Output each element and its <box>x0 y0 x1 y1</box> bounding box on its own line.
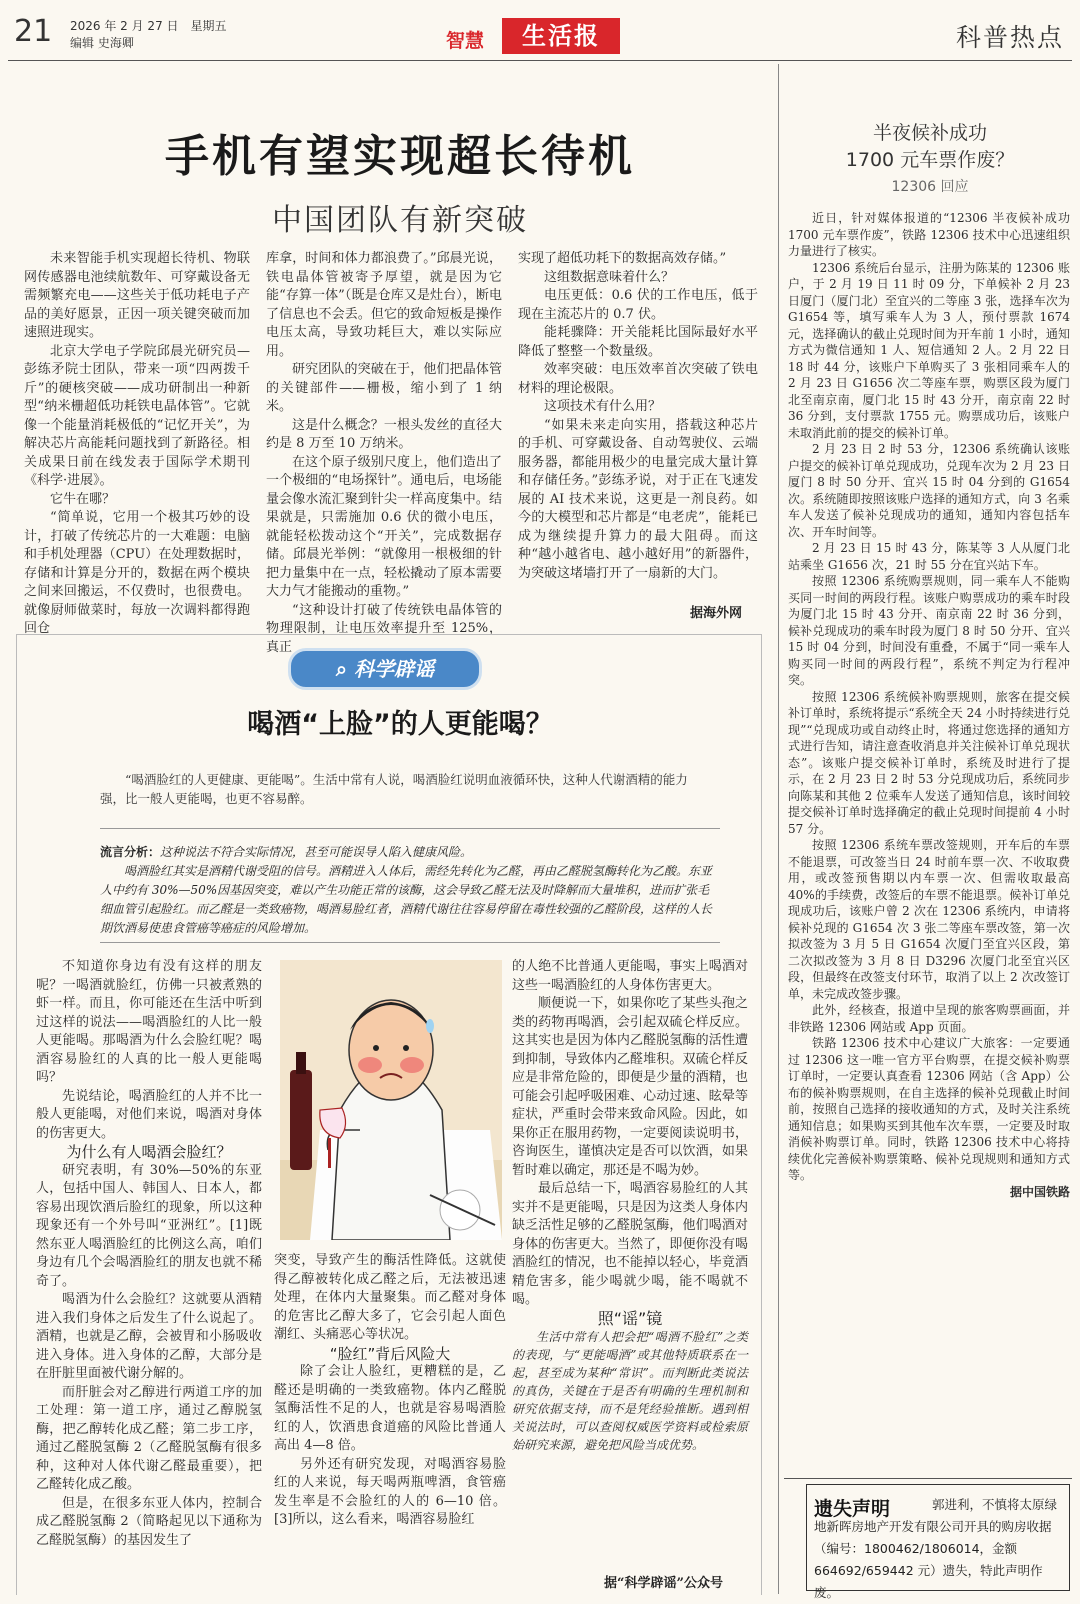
article1-source: 据海外网 <box>690 606 743 621</box>
paragraph: 而肝脏会对乙醇进行两道工序的加工处理：第一道工序，通过乙醇脱氢酶，把乙醇转化成乙醛；第二步工序，通过乙醛脱氢酶 2（乙醛脱氢酶有很多种，这种对人体代谢乙醛最重要），把乙醛转化成乙酸。 <box>36 1384 262 1492</box>
date-line <box>70 18 227 52</box>
analysis-body: 喝酒脸红其实是酒精代谢受阻的信号。酒精进入人体后，需经先转化为乙醛，再由乙醛脱氢酶转化为乙酸。东亚人中约有 30%—50%因基因突变，难以产生功能正常的该酶，这会导致乙醛无法及时降解而大量堆积，进而扩张毛细血管引起脸红。而乙醛是一类致癌物，喝酒易脸红者，酒精代谢往往容易停留在毒性较强的乙醛阶段，这样的人长期饮酒易使患食管癌等癌症的风险增加。 <box>100 864 713 935</box>
notice-title: 遗失声明 <box>814 1498 891 1520</box>
logo-prefix: 智慧 <box>446 30 485 52</box>
science-rumor-banner <box>288 648 482 690</box>
paragraph: 此外，经核查，报道中呈现的旅客购票画面，并非铁路 12306 网站或 App 页面。 <box>788 1003 1070 1034</box>
section-title: 科普热点 <box>955 23 1064 52</box>
paragraph: 除了会让人脸红，更糟糕的是，乙醛还是明确的一类致癌物。体内乙醛脱氢酶活性不足的人，也就是容易喝酒脸红的人，饮酒患食道癌的风险比普通人高出 4—8 倍。 <box>274 1364 506 1453</box>
paragraph: 按照 12306 系统购票规则，同一乘车人不能购买同一时间的两段行程。该账户购票成功的乘车时段为厦门北 15 时 43 分开、南京南 22 时 36 分到，候补兑现成功的乘车时段为厦门 8 时 50 分开、宜兴 15 时 04 分到，时间没有重叠，不属于“同一乘车人购买同一时间的两段行程”，系统不判定为行程冲突。 <box>788 574 1070 687</box>
section-subhead: 为什么有人喝酒会脸红？ <box>66 1143 232 1161</box>
paragraph: 2 月 23 日 2 时 53 分，12306 系统确认该账户提交的候补订单兑现成功，兑现车次为 2 月 23 日厦门 8 时 50 分开、宜兴 15 时 04 分到的 G1654 次。系统随即按照该账户选择的通知方式，向 3 名乘车人发送了候补兑现成功的通知，通知内容包括车次、开车时间等。 <box>788 442 1070 539</box>
paragraph: 研究表明，有 30%—50%的东亚人，包括中国人、韩国人、日本人，都容易出现饮酒后脸红的现象，所以这种现象还有一个外号叫“亚洲红”。[1]既然东亚人喝酒脸红的比例这么高，咱们身边有几个会喝酒脸红的朋友也就不稀奇了。 <box>36 1162 262 1289</box>
paragraph: 效率突破：电压效率首次突破了铁电材料的理论极限。 <box>518 362 758 396</box>
paragraph: “如果未来走向实用，搭载这种芯片的手机、可穿戴设备、自动驾驶仪、云端服务器，都能用极少的电量完成大量计算和存储任务。”彭练矛说，对于正在飞速发展的 AI 技术来说，这更是一剂良药。如今的大模型和芯片都是“电老虎”，能耗已成为继续提升算力的最大阻碍。而这种“越小越省电、越小越好用”的新器件，为突破这堵墙打开了一扇新的大门。 <box>518 417 758 581</box>
article2-source: 据“科学辟谣”公众号 <box>604 1576 723 1591</box>
paragraph: 的人绝不比普通人更能喝，事实上喝酒对这些一喝酒脸红的人身体伤害更大。 <box>512 959 748 993</box>
paragraph: 不知道你身边有没有这样的朋友呢？一喝酒就脸红，仿佛一只被煮熟的虾一样。而且，你可能还在生活中听到过这样的说法——喝酒脸红的人比一般人更能喝。那喝酒为什么会脸红呢？喝酒容易脸红的人真的比一般人更能喝吗？ <box>36 959 262 1085</box>
paragraph: 这项技术有什么用？ <box>544 399 662 414</box>
editor-credit: 编辑 史海卿 <box>70 36 134 50</box>
section-subhead: “脸红”背后风险大 <box>329 1344 451 1363</box>
paragraph: 喝酒为什么会脸红？这就要从酒精进入我们身体之后发生了什么说起了。酒精，也就是乙醇，会被胃和小肠吸收进入身体。进入身体的乙醇，大部分是在肝脏里面被代谢分解的。 <box>36 1292 262 1381</box>
article3-title2: 1700 元车票作废？ <box>845 149 1015 171</box>
drinking-man-illustration <box>280 960 502 1240</box>
analysis-rule-bottom <box>100 942 720 943</box>
article3-body <box>788 210 1070 1200</box>
paragraph: 12306 系统后台显示，注册为陈某的 12306 账户，于 2 月 19 日 11 时 09 分，下单候补 2 月 23 日厦门（厦门北）至宜兴的二等座 3 张，选择车次为 G1654 等，填写乘车人为 3 人，预付票款 1674 元，选择确认的截止兑现时间为开车前 1 小时，通知方式为微信通知 1 人、短信通知 2 人。2 月 22 日 18 时 44 分，该账户下单购买了 3 张相同乘车人的 2 月 23 日 G1656 次二等座车票，购票区段为厦门北至南京南，厦门北 15 时 43 分开，南京南 22 时 36 分到，支付票款 1755 元。购票成功后，该账户未取消此前的提交的候补订单。 <box>788 260 1070 440</box>
article1-col2 <box>266 250 502 657</box>
paragraph: 电压更低：0.6 伏的工作电压，低于现在主流芯片的 0.7 伏。 <box>518 288 758 322</box>
article2-lead: “喝酒脸红的人更健康、更能喝”。生活中常有人说，喝酒脸红说明血液循环快，这种人代谢酒精的能力强，比一般人更能喝，也更不容易醉。 <box>100 772 688 806</box>
header-rule <box>8 60 1072 61</box>
paragraph: 先说结论，喝酒脸红的人并不比一般人更能喝，对他们来说，喝酒对身体的伤害更大。 <box>36 1088 262 1141</box>
paragraph: 最后总结一下，喝酒容易脸红的人其实并不是更能喝，只是因为这类人身体内缺乏活性足够的乙醛脱氢酶，他们喝酒对身体的伤害更大。当然了，即便你没有喝酒脸红的情况，也不能掉以轻心，毕竟酒精危害多，能少喝就少喝，能不喝就不喝。 <box>512 1181 748 1307</box>
paragraph: 突变，导致产生的酶活性降低。这就使得乙醇被转化成乙醛之后，无法被迅速处理，在体内大量聚集。而乙醛对身体的危害比乙醇大多了，它会引起人面色潮红、头痛恶心等状况。 <box>274 1253 506 1342</box>
paragraph: 在这个原子级别尺度上，他们造出了一个极细的“电场探针”。通电后，电场能量会像水流汇聚到针尖一样高度集中。结果就是，只需施加 0.6 伏的微小电压，就能轻松拨动这个“开关”，完成数据存储。邱晨光举例：“就像用一根极细的针把力量集中在一点，轻松撬动了原本需要大力气才能搬动的重物。” <box>266 454 502 599</box>
paragraph: 2 月 23 日 15 时 43 分，陈某等 3 人从厦门北站乘坐 G1656 次，21 时 55 分在宜兴站下车。 <box>788 541 1070 572</box>
article2-headline: 喝酒“上脸”的人更能喝？ <box>247 709 553 740</box>
notice-rule <box>784 1478 1072 1479</box>
paragraph: 这是什么概念？一根头发丝的直径大约是 8 万至 10 万纳米。 <box>266 417 502 451</box>
article2-col1 <box>36 958 262 1550</box>
illustration-svg <box>280 960 502 1240</box>
article1-subhead: 中国团队有新突破 <box>272 203 528 238</box>
paragraph: 但是，在很多东亚人体内，控制合成乙醛脱氢酶 2（简略起见以下通称为乙醛脱氢酶）的基因发生了 <box>36 1495 262 1548</box>
paragraph: 近日，针对媒体报道的“12306 半夜候补成功 1700 元车票作废”，铁路 12306 技术中心迅速组织力量进行了核实。 <box>788 211 1070 258</box>
mirror-title: 照“谣”镜 <box>597 1308 663 1328</box>
article1-headline: 手机有望实现超长待机 <box>165 131 635 182</box>
banner-label: 科学辟谣 <box>354 657 435 681</box>
newspaper-logo <box>446 18 636 54</box>
article1-col3 <box>518 250 758 583</box>
article3-title1: 半夜候补成功 <box>872 122 987 144</box>
analysis-first: 这种说法不符合实际情况，甚至可能误导人陷入健康风险。 <box>160 845 473 859</box>
article2-col3 <box>512 958 748 1454</box>
paragraph: “这种设计打破了传统铁电晶体管的物理限制，让电压效率提升至 125%，真正 <box>266 602 502 655</box>
paragraph: 能耗骤降：开关能耗比国际最好水平降低了整整一个数量级。 <box>518 325 758 359</box>
analysis-rule <box>100 828 720 829</box>
article2-col2 <box>274 1252 506 1530</box>
paragraph: 未来智能手机实现超长待机、物联网传感器电池续航数年、可穿戴设备无需频繁充电——这些关于低功耗电子产品的美好愿景，正因一项关键突破而加速照进现实。 <box>24 251 250 340</box>
paragraph: 另外还有研究发现，对喝酒容易脸红的人来说，每天喝两瓶啤酒，食管癌发生率是不会脸红的人的 6—10 倍。[3]所以，这么看来，喝酒容易脸红 <box>274 1456 506 1527</box>
paragraph: 按照 12306 系统候补购票规则，旅客在提交候补订单时，系统将提示“系统全天 24 小时持续进行兑现”“兑现成功或自动终止时，将通过您选择的通知方式进行告知，请注意查收消息并关注候补订单兑现状态”。该账户提交候补订单时，系统及时进行了提示，在 2 月 23 日 2 时 53 分兑现成功后，系统同步向陈某和其他 2 位乘车人发送了通知信息，该时间较提交候补订单时选择确定的截止兑现时间提前 4 小时 57 分。 <box>788 689 1070 836</box>
notice-text: 郭进利，不慎将太原绿地新晖房地产开发有限公司开具的购房收据（编号：1800462/1806014，金额 664692/659442 元）遗失，特此声明作废。 <box>814 1497 1058 1600</box>
paragraph: 顺便说一下，如果你吃了某些头孢之类的药物再喝酒，会引起双硫仑样反应。这其实也是因为体内乙醛脱氢酶的活性遭到抑制，导致体内乙醛堆积。双硫仑样反应是非常危险的，即便是少量的酒精，也可能会引起呼吸困难、心动过速、眩晕等症状，严重时会带来致命风险。因此，如果你正在服用药物，一定要阅读说明书，咨询医生，谨慎决定是否可以饮酒，如果暂时难以确定，那还是不喝为妙。 <box>512 996 748 1178</box>
paragraph: 实现了超低功耗下的数据高效存储。” <box>518 251 727 266</box>
paragraph: 研究团队的突破在于，他们把晶体管的关键部件——栅极，缩小到了 1 纳米。 <box>266 362 502 414</box>
paragraph: 库拿，时间和体力都浪费了。”邱晨光说，铁电晶体管被寄予厚望，就是因为它能“存算一体”（既是仓库又是灶台），断电了信息也不会丢。但它的致命短板是操作电压太高，导致功耗巨大，难以实际应用。 <box>266 251 502 359</box>
paragraph: 北京大学电子学院邱晨光研究员—彭练矛院士团队，带来一项“四两拨千斤”的硬核突破——成功研制出一种新型“纳米栅超低功耗铁电晶体管”。它就像一个能量消耗极低的“记忆开关”，为解决芯片高能耗问题找到了新路径。相关成果日前在线发表于国际学术期刊《科学·进展》。 <box>24 343 250 488</box>
mirror-text: 生活中常有人把会把“喝酒不脸红”之类的表现，与“更能喝酒”或其他特质联系在一起，甚至成为某种“常识”。而判断此类说法的真伪，关键在于是否有明确的生理机制和研究依据支持，而不是凭经验推断。遇到相关说法时，可以查阅权威医学资料或检索原始研究来源，避免把风险当成优势。 <box>512 1330 748 1452</box>
page-number: 21 <box>14 14 53 49</box>
analysis-label: 流言分析： <box>100 845 161 859</box>
article3-title3: 12306 回应 <box>891 179 969 195</box>
paragraph: 它牛在哪？ <box>50 491 116 507</box>
search-icon: ⌕ <box>335 657 355 681</box>
column-divider <box>778 64 779 1594</box>
paragraph: 铁路 12306 技术中心建议广大旅客：一定要通过 12306 这一唯一官方平台购票，在提交候补购票订单时，一定要认真查看 12306 网站（含 App）公布的候补购票规则，在自主选择的候补兑现截止时间前，按照自己选择的接收通知的方式，及时关注系统通知信息；如果购买到其他车次车票，一定要及时取消候补购票订单。同时，铁路 12306 技术中心将持续优化完善候补购票策略、候补兑现规则和通知方式等。 <box>788 1036 1070 1182</box>
article3-source: 据中国铁路 <box>1009 1184 1070 1199</box>
issue-date: 2026 年 2 月 27 日 星期五 <box>70 19 227 33</box>
paragraph: “简单说，它用一个极其巧妙的设计，打破了传统芯片的一大难题：电脑和手机处理器（CPU）在处理数据时，存储和计算是分开的，数据在两个模块之间来回搬运，不仅费时，也很费电。就像厨师做菜时，每放一次调料都得跑回仓 <box>24 510 250 636</box>
article3-heading <box>790 120 1070 201</box>
logo-name: 生活报 <box>502 18 620 54</box>
paragraph: 这组数据意味着什么？ <box>544 269 675 285</box>
article1-col1 <box>24 250 250 639</box>
rumor-analysis <box>100 843 720 938</box>
paragraph: 按照 12306 系统车票改签规则，开车后的车票不能退票，可改签当日 24 时前车票一次、不收取费用，或改签预售期以内车票一次、但需收取最高 40%的手续费，改签后的车票不能退票。候补订单兑现成功后，该账户曾 2 次在 12306 系统内，申请将候补兑现的 G1654 次 3 张二等座车票改签，第一次拟改签为 3 月 5 日 G1654 次厦门至宜兴区段，第二次拟改签为 3 月 8 日 D3296 次厦门北至宜兴区段，但最终在改签支付环节，取消了以上 2 次改签订单，未完成改签步骤。 <box>788 838 1070 1001</box>
